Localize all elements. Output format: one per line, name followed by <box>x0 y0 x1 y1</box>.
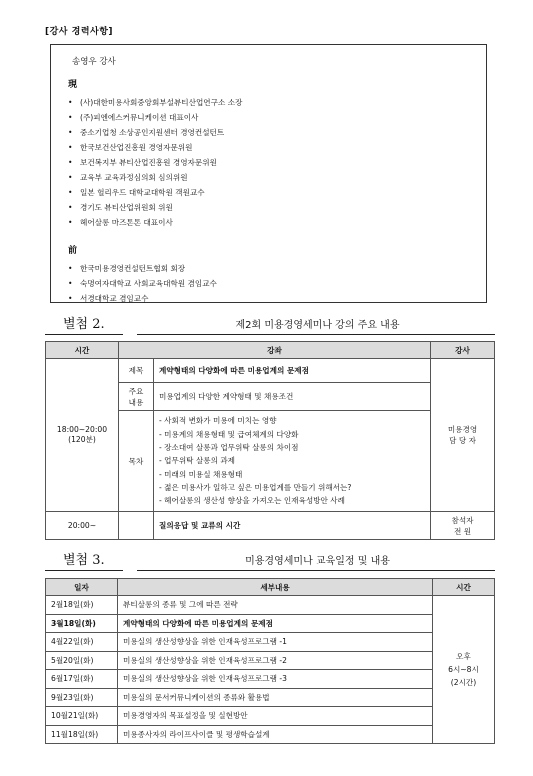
annex2-row-key: 주요 내용 <box>119 383 154 411</box>
career-item: • 경기도 뷰티산업위원회 위원 <box>68 200 486 215</box>
annex3-heading <box>45 549 495 571</box>
schedule-time-line: 6시~8시 <box>448 665 479 674</box>
annex2-qa-text: 질의응답 및 교류의 시간 <box>154 512 431 540</box>
annex3-label: 별첨 3. <box>63 553 105 568</box>
annex2-lecture-title: 계약형태의 다양화에 따른 미용업계의 문제점 <box>154 359 431 383</box>
career-item: • 숙명여자대학교 사회교육대학원 겸임교수 <box>68 276 486 291</box>
toc-item: - 사회적 변화가 미용에 미치는 영향 <box>159 416 277 426</box>
career-item: • 보건복지부 뷰티산업진흥원 경영자문위원 <box>68 155 486 170</box>
toc-item: - 젊은 미용사가 일하고 싶은 미용업계를 만들기 위해서는? <box>159 482 352 492</box>
career-item: • (주)피엔에스커뮤니케이션 대표이사 <box>68 110 486 125</box>
annex2-duration: (120분) <box>68 435 96 444</box>
annex2-qa-who-cell <box>431 512 495 540</box>
annex2-header-time: 시간 <box>46 342 119 359</box>
annex3-table <box>45 578 495 744</box>
annex2-toc-list <box>154 411 431 512</box>
career-box <box>50 44 487 303</box>
annex3-header-time: 시간 <box>433 579 495 596</box>
schedule-content: 미용경영자의 목표설정을 및 실현방안 <box>118 707 433 726</box>
annex2-title: 제2회 미용경영세미나 강의 주요 내용 <box>235 320 400 331</box>
schedule-date: 10월21일(화) <box>46 707 118 726</box>
annex2-label: 별첨 2. <box>63 317 105 332</box>
schedule-date: 6월17일(화) <box>46 670 118 689</box>
annex2-toc-key: 목차 <box>119 411 154 512</box>
annex3-header-content: 세부내용 <box>118 579 433 596</box>
schedule-row <box>46 688 495 707</box>
annex2-instructor-line: 미용경영 <box>447 425 478 434</box>
annex2-qa-who-line: 전 원 <box>453 526 472 536</box>
annex3-title: 미용경영세미나 교육일정 및 내용 <box>245 556 390 567</box>
career-item: • 교육부 교육과정심의회 심의위원 <box>68 170 486 185</box>
toc-item: - 미래의 미용실 채용형태 <box>159 469 243 479</box>
schedule-content: 미용실의 생산성향상을 위한 인재육성프로그램 -1 <box>118 633 433 652</box>
toc-item: - 헤어살롱의 생산성 향상을 가져오는 인재육성방안 사례 <box>159 496 345 506</box>
schedule-date: 2월18일(화) <box>46 596 118 615</box>
annex2-qa-who-line: 참석자 <box>451 515 474 525</box>
schedule-time-line: 오후 <box>456 652 471 661</box>
toc-item: - 업무위탁 살롱의 과제 <box>159 456 236 466</box>
career-item: • 일본 헐리우드 대학교대학원 객원교수 <box>68 185 486 200</box>
annex2-time-cell <box>46 359 119 512</box>
annex2-table <box>45 341 495 540</box>
annex2-main-content: 미용업계의 다양한 계약형태 및 채용조건 <box>154 383 431 411</box>
schedule-row <box>46 651 495 670</box>
schedule-row <box>46 633 495 652</box>
career-item: • 헤어살롱 마즈톤톤 대표이사 <box>68 215 486 230</box>
annex2-time: 18:00~20:00 <box>56 425 108 434</box>
schedule-time-line: (2시간) <box>450 678 477 687</box>
schedule-row <box>46 725 495 744</box>
current-label: 現 <box>68 80 78 90</box>
schedule-content: 미용실의 생산성향상을 위한 인재육성프로그램 -3 <box>118 670 433 689</box>
toc-item: - 장소대여 살롱과 업무위탁 살롱의 차이점 <box>159 443 299 453</box>
schedule-row <box>46 707 495 726</box>
schedule-time-cell <box>433 596 495 744</box>
schedule-row <box>46 670 495 689</box>
annex2-instructor-cell <box>431 359 495 512</box>
career-item: • 한국보건산업진흥원 경영자문위원 <box>68 140 486 155</box>
annex2-header-lecture: 강좌 <box>119 342 431 359</box>
schedule-content: 계약형태의 다양화에 따른 미용업계의 문제점 <box>118 614 433 633</box>
current-positions-list <box>68 95 486 230</box>
annex2-qa-time: 20:00~ <box>46 512 119 540</box>
schedule-date: 9월23일(화) <box>46 688 118 707</box>
schedule-row <box>46 596 495 615</box>
schedule-content: 미용실의 생산성향상을 위한 인재육성프로그램 -2 <box>118 651 433 670</box>
former-positions-list <box>68 261 486 306</box>
career-item: • (사)대한미용사회중앙회부설뷰티산업연구소 소장 <box>68 95 486 110</box>
annex2-instructor-line: 담 당 자 <box>449 436 476 445</box>
former-label: 前 <box>68 246 78 256</box>
schedule-content: 미용종사자의 라이프사이클 및 평생학습설계 <box>118 725 433 744</box>
career-item: • 중소기업청 소상공인지원센터 경영컨설턴트 <box>68 125 486 140</box>
annex2-header-instructor: 강사 <box>431 342 495 359</box>
schedule-date: 4월22일(화) <box>46 633 118 652</box>
career-item: • 서경대학교 겸임교수 <box>68 291 486 306</box>
toc-item: - 미용계의 채용형태 및 급여체계의 다양화 <box>159 429 299 439</box>
annex2-row-key: 제목 <box>119 359 154 383</box>
schedule-date: 11월18일(화) <box>46 725 118 744</box>
annex2-heading <box>45 313 495 335</box>
schedule-date: 5월20일(화) <box>46 651 118 670</box>
career-item: • 한국미용경영컨설턴트협회 회장 <box>68 261 486 276</box>
schedule-row <box>46 614 495 633</box>
schedule-date: 3월18일(화) <box>46 614 118 633</box>
annex3-header-date: 일자 <box>46 579 118 596</box>
career-heading: [강사 경력사항] <box>45 27 114 37</box>
schedule-content: 뷰티살롱의 종류 및 그에 따른 전략 <box>118 596 433 615</box>
schedule-content: 미용실의 문서커뮤니케이션의 종류와 활용법 <box>118 688 433 707</box>
instructor-name: 송영우 강사 <box>72 57 116 67</box>
